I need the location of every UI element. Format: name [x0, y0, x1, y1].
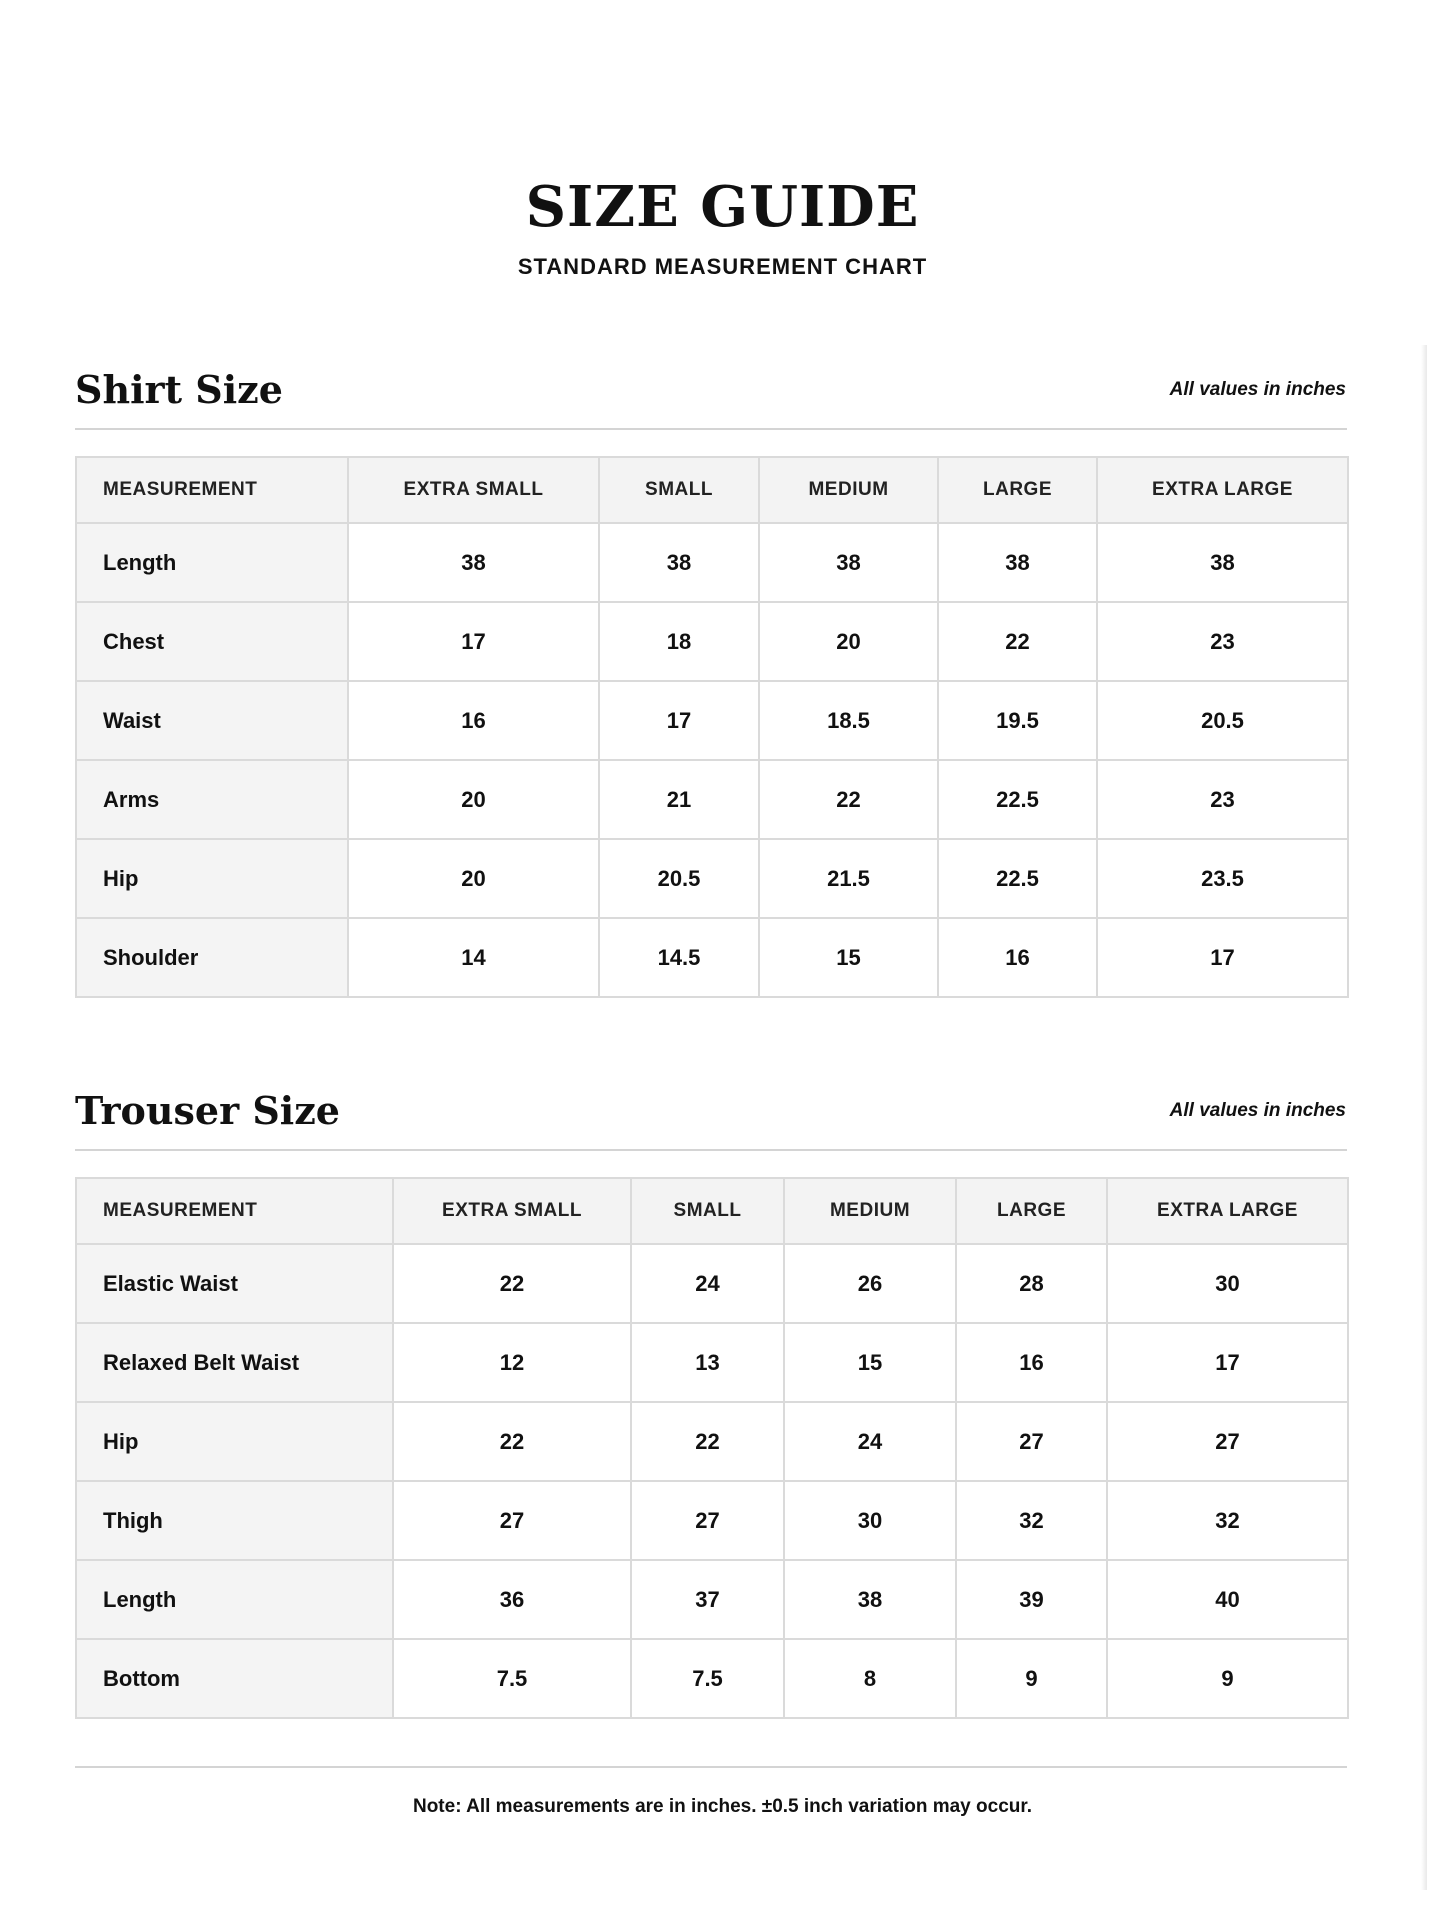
table-cell: 22 [393, 1244, 631, 1323]
table-cell: 37 [631, 1560, 784, 1639]
measurement-label: Elastic Waist [76, 1244, 393, 1323]
table-cell: 38 [938, 523, 1097, 602]
table-cell: 38 [348, 523, 599, 602]
table-cell: 24 [784, 1402, 956, 1481]
column-header: SMALL [599, 457, 759, 523]
table-row [76, 523, 1348, 602]
table-cell: 23 [1097, 602, 1348, 681]
table-cell: 17 [1097, 918, 1348, 997]
trouser-units-note: All values in inches [1169, 1100, 1346, 1121]
table-cell: 40 [1107, 1560, 1348, 1639]
table-cell: 14.5 [599, 918, 759, 997]
table-cell: 20.5 [1097, 681, 1348, 760]
table-header-row [76, 457, 1348, 523]
table-cell: 23 [1097, 760, 1348, 839]
trouser-divider [75, 1149, 1347, 1151]
column-header: EXTRA SMALL [348, 457, 599, 523]
shirt-section-title: Shirt Size [75, 367, 283, 412]
table-cell: 17 [1107, 1323, 1348, 1402]
page-subtitle: STANDARD MEASUREMENT CHART [517, 254, 928, 279]
column-header: MEDIUM [784, 1178, 956, 1244]
table-cell: 23.5 [1097, 839, 1348, 918]
table-cell: 13 [631, 1323, 784, 1402]
measurement-label: Shoulder [76, 918, 348, 997]
table-cell: 32 [956, 1481, 1107, 1560]
table-row [76, 1639, 1348, 1718]
trouser-size-table [75, 1177, 1349, 1719]
shirt-divider [75, 428, 1347, 430]
table-cell: 38 [1097, 523, 1348, 602]
table-row [76, 760, 1348, 839]
table-row [76, 1323, 1348, 1402]
page-title: SIZE GUIDE [525, 174, 920, 240]
table-cell: 20 [348, 760, 599, 839]
measurement-label: Length [76, 523, 348, 602]
table-cell: 17 [599, 681, 759, 760]
table-cell: 27 [956, 1402, 1107, 1481]
table-cell: 7.5 [393, 1639, 631, 1718]
table-cell: 16 [348, 681, 599, 760]
table-cell: 36 [393, 1560, 631, 1639]
measurement-label: Hip [76, 839, 348, 918]
footer-note: Note: All measurements are in inches. ±0.5 inch variation may occur. [412, 1796, 1032, 1817]
table-cell: 14 [348, 918, 599, 997]
table-cell: 27 [393, 1481, 631, 1560]
table-header-row [76, 1178, 1348, 1244]
table-cell: 15 [759, 918, 938, 997]
table-cell: 30 [1107, 1244, 1348, 1323]
shirt-size-table [75, 456, 1349, 998]
table-cell: 18.5 [759, 681, 938, 760]
table-cell: 28 [956, 1244, 1107, 1323]
table-cell: 17 [348, 602, 599, 681]
table-row [76, 1560, 1348, 1639]
table-cell: 39 [956, 1560, 1107, 1639]
column-header: LARGE [956, 1178, 1107, 1244]
table-cell: 9 [956, 1639, 1107, 1718]
table-cell: 18 [599, 602, 759, 681]
table-cell: 22 [393, 1402, 631, 1481]
table-row [76, 1481, 1348, 1560]
table-cell: 27 [1107, 1402, 1348, 1481]
table-row [76, 918, 1348, 997]
table-cell: 38 [599, 523, 759, 602]
table-cell: 12 [393, 1323, 631, 1402]
table-cell: 21 [599, 760, 759, 839]
table-cell: 22 [938, 602, 1097, 681]
measurement-label: Thigh [76, 1481, 393, 1560]
column-header: EXTRA LARGE [1097, 457, 1348, 523]
measurement-label: Waist [76, 681, 348, 760]
measurement-label: Relaxed Belt Waist [76, 1323, 393, 1402]
measurement-label: Hip [76, 1402, 393, 1481]
table-cell: 22.5 [938, 760, 1097, 839]
table-cell: 32 [1107, 1481, 1348, 1560]
table-cell: 16 [938, 918, 1097, 997]
measurement-label: Chest [76, 602, 348, 681]
table-cell: 9 [1107, 1639, 1348, 1718]
table-cell: 30 [784, 1481, 956, 1560]
table-cell: 22 [759, 760, 938, 839]
column-header: MEDIUM [759, 457, 938, 523]
table-cell: 8 [784, 1639, 956, 1718]
table-row [76, 1244, 1348, 1323]
table-cell: 20 [348, 839, 599, 918]
measurement-label: Bottom [76, 1639, 393, 1718]
table-cell: 16 [956, 1323, 1107, 1402]
measurement-label: Length [76, 1560, 393, 1639]
measurement-label: Arms [76, 760, 348, 839]
column-header: EXTRA LARGE [1107, 1178, 1348, 1244]
table-cell: 22.5 [938, 839, 1097, 918]
shirt-units-note: All values in inches [1169, 379, 1346, 400]
table-row [76, 602, 1348, 681]
column-header: EXTRA SMALL [393, 1178, 631, 1244]
table-cell: 15 [784, 1323, 956, 1402]
table-cell: 21.5 [759, 839, 938, 918]
table-cell: 26 [784, 1244, 956, 1323]
column-header: LARGE [938, 457, 1097, 523]
table-cell: 27 [631, 1481, 784, 1560]
column-header: MEASUREMENT [76, 1178, 393, 1244]
table-cell: 20.5 [599, 839, 759, 918]
column-header: SMALL [631, 1178, 784, 1244]
table-cell: 38 [759, 523, 938, 602]
table-cell: 38 [784, 1560, 956, 1639]
column-header: MEASUREMENT [76, 457, 348, 523]
table-row [76, 681, 1348, 760]
table-row [76, 839, 1348, 918]
trouser-section-title: Trouser Size [75, 1088, 340, 1133]
table-row [76, 1402, 1348, 1481]
table-cell: 20 [759, 602, 938, 681]
table-cell: 7.5 [631, 1639, 784, 1718]
table-cell: 19.5 [938, 681, 1097, 760]
table-cell: 24 [631, 1244, 784, 1323]
footer-divider [75, 1766, 1347, 1768]
page-edge-shadow [1421, 345, 1427, 1890]
table-cell: 22 [631, 1402, 784, 1481]
